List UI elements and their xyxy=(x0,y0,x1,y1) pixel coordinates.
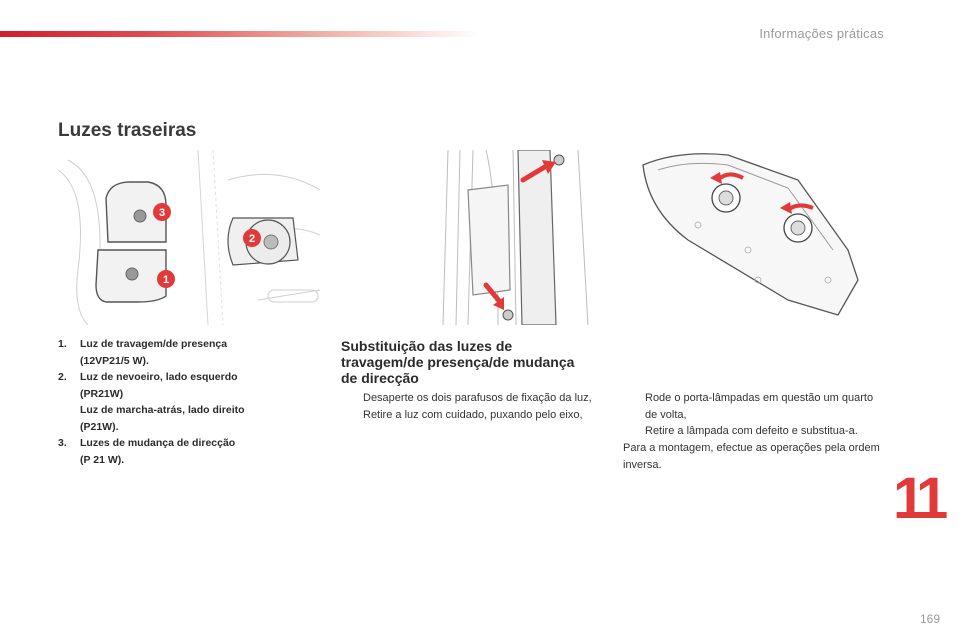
callout-2 xyxy=(243,229,261,247)
callout-1 xyxy=(157,270,175,288)
lamp-holder-illustration xyxy=(638,150,863,325)
bulb-legend xyxy=(58,336,298,468)
svg-text:2: 2 xyxy=(248,233,256,245)
step-item: Retire a lâmpada com defeito e substitua-a. xyxy=(645,425,858,437)
tailgate-screws-illustration xyxy=(438,150,603,325)
legend-item-2: 2. Luz de nevoeiro, lado esquerdo (PR21W) Luz de marcha-atrás, lado direito (P21W). xyxy=(58,371,245,433)
header-accent-bar xyxy=(0,31,480,37)
step-item: Retire a luz com cuidado, puxando pelo eixo, xyxy=(363,408,583,421)
svg-text:3: 3 xyxy=(158,207,166,219)
page-number: 169 xyxy=(919,612,940,626)
step-item: Rode o porta-lâmpadas em questão um quarto de volta, xyxy=(645,392,874,421)
replacement-title: Substituição das luzes de travagem/de presença/de mudança de direcção xyxy=(341,338,575,386)
replacement-steps-right xyxy=(623,390,883,440)
section-header: Informações práticas xyxy=(759,26,884,41)
svg-text:1: 1 xyxy=(162,274,170,286)
legend-item-1: 1. Luz de travagem/de presença (12VP21/5 W). xyxy=(58,338,228,367)
rear-lamp-illustration xyxy=(58,150,320,325)
callout-3 xyxy=(153,203,171,221)
step-item: Desaperte os dois parafusos de fixação da luz, xyxy=(363,392,592,404)
replacement-steps-left xyxy=(341,390,601,423)
reassembly-note: Para a montagem, efectue as operações pela ordem inversa. xyxy=(623,442,880,471)
legend-item-3: 3. Luzes de mudança de direcção (P 21 W). xyxy=(58,437,236,466)
page-title: Luzes traseiras xyxy=(58,120,197,141)
chapter-number: 11 xyxy=(893,466,943,531)
